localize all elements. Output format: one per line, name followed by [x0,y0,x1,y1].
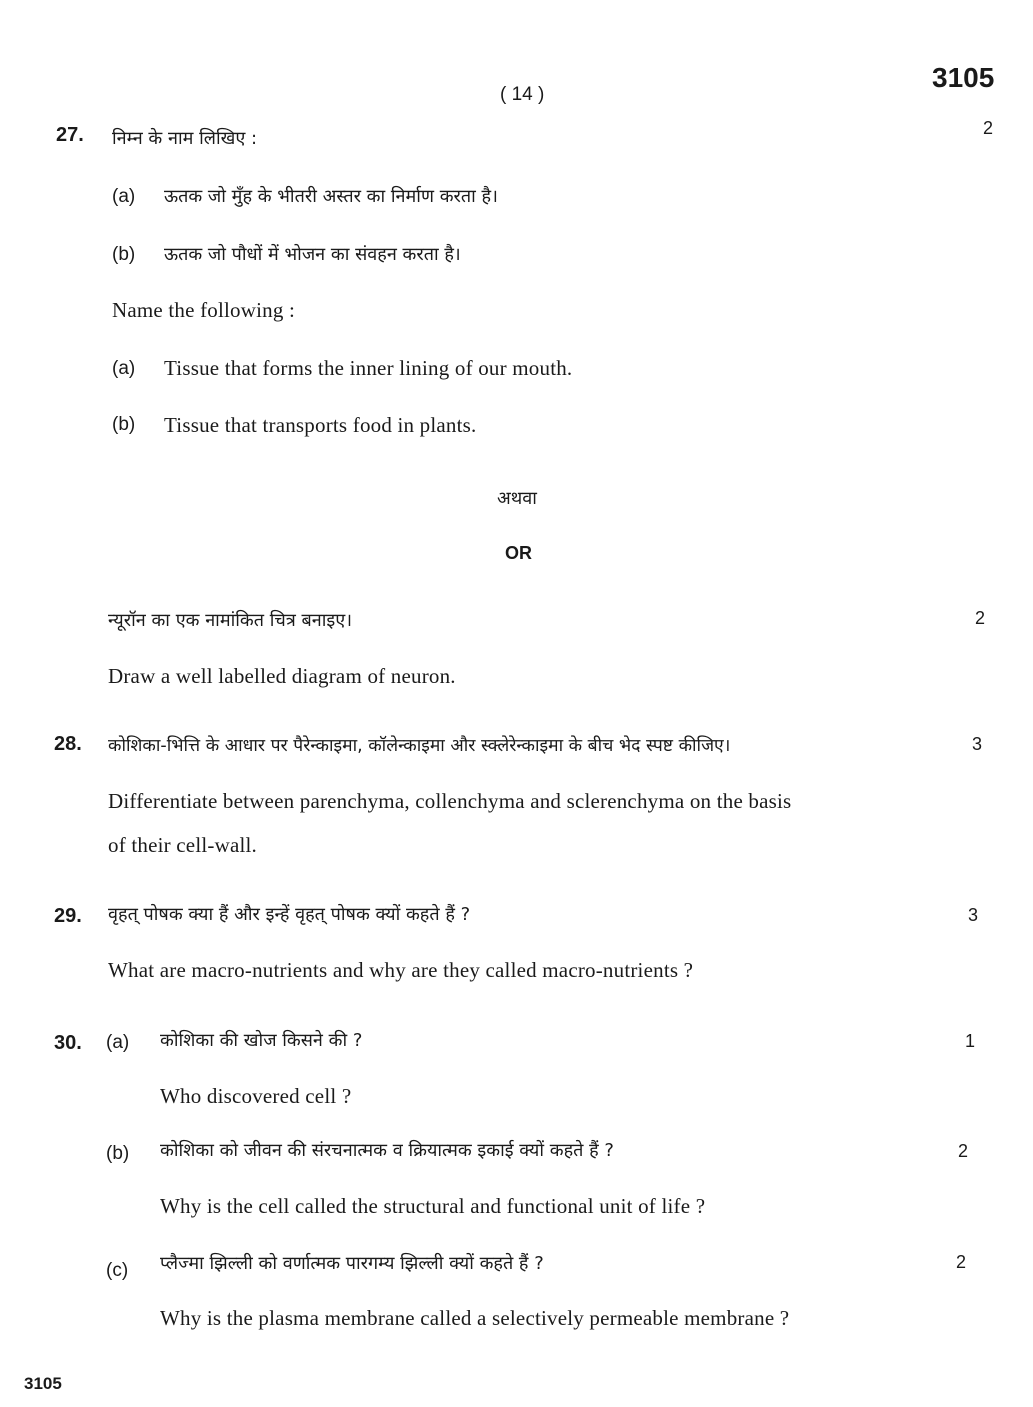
q29-hindi: वृहत् पोषक क्या हैं और इन्हें वृहत् पोषक क्यों कहते हैं ? [108,904,471,925]
q27-english-intro: Name the following : [112,298,296,322]
q30-c-english: Why is the plasma membrane called a selectively permeable membrane ? [160,1306,790,1330]
paper-code-header: 3105 [932,62,995,93]
question-number-27: 27. [56,124,84,146]
q30-c-marks: 2 [956,1252,967,1272]
q27-alt-marks: 2 [975,608,986,628]
q27-marks: 2 [983,118,994,138]
q27-hindi-b: ऊतक जो पौधों में भोजन का संवहन करता है। [164,244,461,265]
q27-english-b-label: (b) [112,414,136,435]
page-number: ( 14 ) [500,84,545,105]
question-number-28: 28. [54,733,82,755]
q28-english-line2: of their cell-wall. [108,833,257,857]
q29-marks: 3 [968,905,979,925]
q28-hindi: कोशिका-भित्ति के आधार पर पैरेन्काइमा, कॉलेन्काइमा और स्क्लेरेन्काइमा के बीच भेद स्पष्ट कीजिए। [108,736,731,756]
q27-hindi-a: ऊतक जो मुँह के भीतरी अस्तर का निर्माण करता है। [164,186,498,207]
q30-a-english: Who discovered cell ? [160,1084,352,1108]
q30-b-hindi: कोशिका को जीवन की संरचनात्मक व क्रियात्मक इकाई क्यों कहते हैं ? [160,1140,614,1161]
q27-hindi-a-label: (a) [112,186,136,207]
q30-a-label: (a) [106,1032,130,1053]
q27-alt-hindi: न्यूरॉन का एक नामांकित चित्र बनाइए। [108,610,353,631]
or-hindi: अथवा [497,488,537,509]
q30-c-label: (c) [106,1260,129,1281]
q30-b-label: (b) [106,1143,130,1164]
question-number-29: 29. [54,905,82,927]
q29-english: What are macro-nutrients and why are they called macro-nutrients ? [108,958,694,982]
q28-english-line1: Differentiate between parenchyma, collenchyma and sclerenchyma on the basis [108,789,792,813]
q27-hindi-intro: निम्न के नाम लिखिए : [112,128,258,149]
q30-a-marks: 1 [965,1031,976,1051]
q27-hindi-b-label: (b) [112,244,136,265]
q28-marks: 3 [972,734,983,754]
q27-english-a: Tissue that forms the inner lining of our mouth. [164,356,573,380]
q30-b-english: Why is the cell called the structural and functional unit of life ? [160,1194,706,1218]
q27-english-b: Tissue that transports food in plants. [164,413,477,437]
q30-a-hindi: कोशिका की खोज किसने की ? [160,1030,363,1051]
q27-alt-english: Draw a well labelled diagram of neuron. [108,664,456,688]
q27-english-a-label: (a) [112,358,136,379]
or-english: OR [505,543,532,563]
question-number-30: 30. [54,1032,82,1054]
q30-b-marks: 2 [958,1141,969,1161]
paper-code-footer: 3105 [24,1374,62,1393]
q30-c-hindi: प्लैज्मा झिल्ली को वर्णात्मक पारगम्य झिल्ली क्यों कहते हैं ? [160,1253,544,1274]
